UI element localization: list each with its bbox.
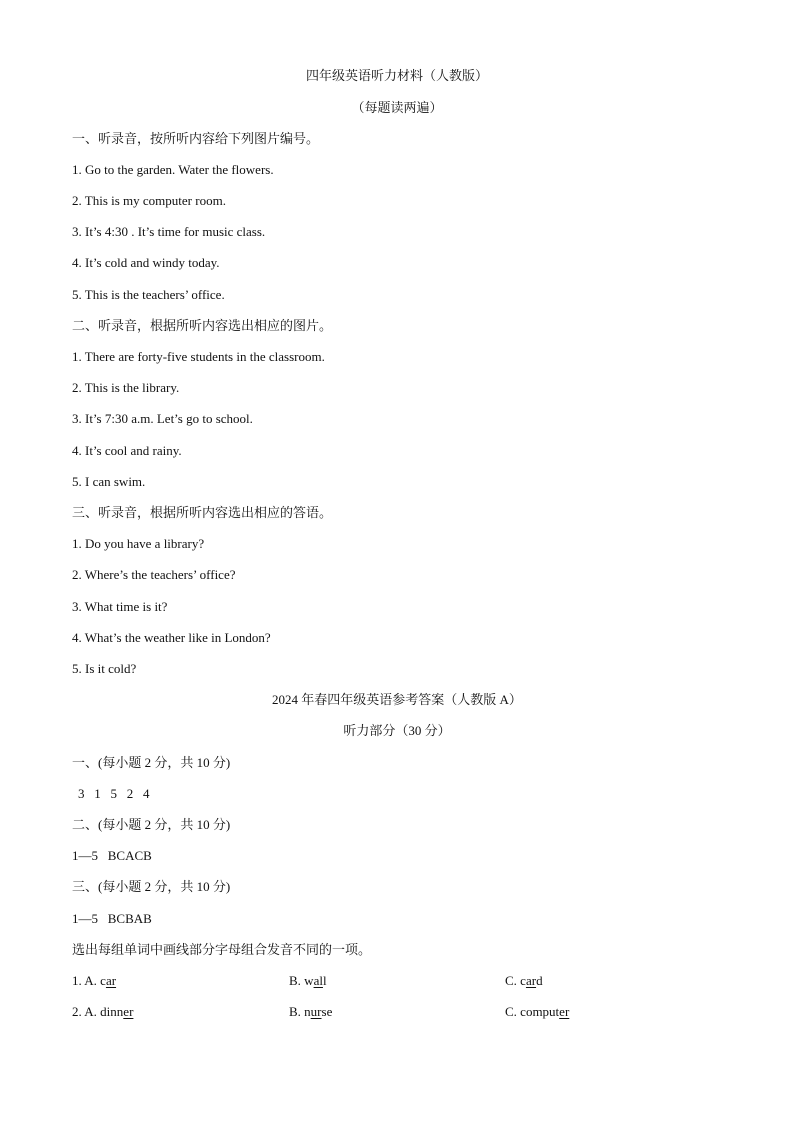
option-prefix: B. w: [289, 973, 314, 988]
underlined-letters: al: [313, 973, 323, 988]
answer-part2-heading: 二、(每小题 2 分，共 10 分): [72, 817, 231, 832]
part1-heading: 一、听录音，按所听内容给下列图片编号。: [72, 131, 320, 146]
part1-item: 3. It’s 4:30 . It’s time for music class.: [72, 224, 266, 239]
part2-item: 4. It’s cool and rainy.: [72, 443, 182, 458]
listening-title: 四年级英语听力材料（人教版）: [305, 68, 488, 83]
underlined-letters: ar: [525, 973, 537, 988]
answer-part1-heading: 一、(每小题 2 分，共 10 分): [72, 755, 231, 770]
phonics-option-2c: [505, 1003, 569, 1021]
option-prefix: C. c: [505, 973, 526, 988]
answer-key-subtitle: 听力部分（30 分）: [343, 723, 451, 738]
answer-key-title: 2024 年春四年级英语参考答案（人教版 A）: [272, 692, 522, 707]
underlined-letters: er: [559, 1004, 570, 1019]
option-prefix: C. comput: [505, 1004, 560, 1019]
underlined-letters: ar: [105, 973, 117, 988]
part2-item: 2. This is the library.: [72, 380, 180, 395]
answer-part2-values: 1—5 BCACB: [72, 848, 152, 863]
option-suffix: l: [322, 973, 327, 988]
part3-item: 1. Do you have a library?: [72, 536, 205, 551]
part2-item: 5. I can swim.: [72, 474, 146, 489]
option-prefix: B. n: [289, 1004, 311, 1019]
phonics-option-2b: [289, 1003, 332, 1021]
part3-item: 5. Is it cold?: [72, 661, 137, 676]
option-suffix: se: [321, 1004, 333, 1019]
option-prefix: 1. A. c: [72, 973, 106, 988]
underlined-letters: er: [123, 1004, 134, 1019]
phonics-heading: 选出每组单词中画线部分字母组合发音不同的一项。: [72, 942, 372, 957]
listening-subtitle: （每题读两遍）: [351, 100, 443, 115]
answer-part3-values: 1—5 BCBAB: [72, 911, 152, 926]
part1-item: 5. This is the teachers’ office.: [72, 287, 225, 302]
underlined-letters: ur: [310, 1004, 322, 1019]
part3-heading: 三、听录音，根据所听内容选出相应的答语。: [72, 505, 333, 520]
option-prefix: 2. A. dinn: [72, 1004, 124, 1019]
part1-item: 2. This is my computer room.: [72, 193, 226, 208]
phonics-option-1b: [289, 972, 327, 990]
answer-part3-heading: 三、(每小题 2 分，共 10 分): [72, 879, 231, 894]
part3-item: 2. Where’s the teachers’ office?: [72, 567, 236, 582]
part3-item: 4. What’s the weather like in London?: [72, 630, 271, 645]
part2-item: 3. It’s 7:30 a.m. Let’s go to school.: [72, 411, 253, 426]
answer-part1-values: 3 1 5 2 4: [78, 786, 150, 801]
phonics-option-1a: [72, 972, 116, 990]
phonics-option-2a: [72, 1003, 133, 1021]
part1-item: 4. It’s cold and windy today.: [72, 255, 220, 270]
part2-item: 1. There are forty-five students in the classroom.: [72, 349, 325, 364]
part2-heading: 二、听录音，根据所听内容选出相应的图片。: [72, 318, 333, 333]
part3-item: 3. What time is it?: [72, 599, 168, 614]
part1-item: 1. Go to the garden. Water the flowers.: [72, 162, 274, 177]
phonics-option-1c: [505, 972, 543, 990]
option-suffix: d: [536, 973, 543, 988]
